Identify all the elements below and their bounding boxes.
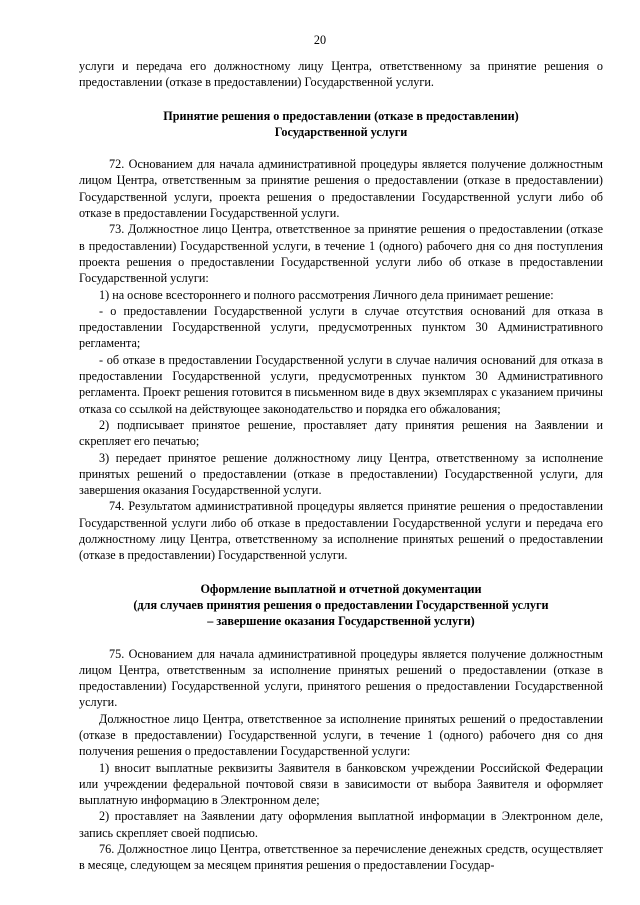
paragraph-73-item-3: 3) передает принятое решение должностному лицу Центра, ответственному за исполнение принятых решений о предоставлении (отказе в предоставлении) Государственной услуги, для завершения оказания Государственной услуги. <box>79 450 603 498</box>
paragraph-75-item-2: 2) проставляет на Заявлении дату оформления выплатной информации в Электронном деле, запись скрепляет своей подписью. <box>79 809 603 840</box>
section-heading-payment <box>79 581 603 630</box>
heading-line: Принятие решения о предоставлении (отказе в предоставлении) <box>163 108 519 123</box>
document-body <box>79 58 603 874</box>
paragraph-74: 74. Результатом административной процедуры является принятие решения о предоставлении Государственной услуги либо об отказе в предоставлении Государственной услуги и передача его должностному лицу Центра, ответственному за исполнение принятых решений о предоставлении (отказе в предоставлении) Государственной услуги. <box>79 499 603 563</box>
paragraph-73-item-1a: - о предоставлении Государственной услуги в случае отсутствия оснований для отказа в предоставлении Государственной услуги, предусмотренных пунктом 30 Административного регламента; <box>79 303 603 351</box>
paragraph-75-item-1: 1) вносит выплатные реквизиты Заявителя в банковском учреждении Российской Федерации или учреждении федеральной почтовой связи в зависимости от выбора Заявителя и оформляет выплатную информацию в Электронном деле; <box>79 760 603 808</box>
heading-line: – завершение оказания Государственной услуги) <box>207 614 475 629</box>
paragraph-73-item-1b: - об отказе в предоставлении Государственной услуги в случае наличия оснований для отказа в предоставлении Государственной услуги, предусмотренных пунктом 30 Административного регламента. Проект решения готовится в письменном виде в двух экземплярах с указанием причины отказа со ссылкой на действующее законодательство и порядка его обжалования; <box>79 352 603 416</box>
section-heading-decision <box>79 108 603 141</box>
paragraph-75: 75. Основанием для начала административной процедуры является получение должностным лицом Центра, ответственным за исполнение принятых решений о предоставлении (отказе в предоставлении) Государственной услуги, принятого решения о предоставлении Государственной услуги. <box>79 646 603 710</box>
heading-line: (для случаев принятия решения о предоставлении Государственной услуги <box>133 597 549 612</box>
heading-line: Государственной услуги <box>274 124 408 139</box>
paragraph-73-item-2: 2) подписывает принятое решение, проставляет дату принятия решения на Заявлении и скрепляет его печатью; <box>79 417 603 449</box>
heading-line: Оформление выплатной и отчетной документации <box>200 581 482 596</box>
paragraph-73-item-1: 1) на основе всестороннего и полного рассмотрения Личного дела принимает решение: <box>99 287 554 302</box>
paragraph-72: 72. Основанием для начала административной процедуры является получение должностным лицом Центра, ответственным за принятие решения о предоставлении (отказе в предоставлении) Государственной услуги, проекта решения о предоставлении Государственной услуги либо об отказе в предоставлении Государственной услуги. <box>79 157 603 221</box>
paragraph-75-b: Должностное лицо Центра, ответственное за исполнение принятых решений о предоставлении (отказе в предоставлении) Государственной услуги, в течение 1 (одного) рабочего дня со дня получения решения о предоставлении Государственной услуги: <box>79 711 603 759</box>
paragraph-76: 76. Должностное лицо Центра, ответственное за перечисление денежных средств, осуществляет в месяце, следующем за месяцем принятия решения о предоставлении Государ- <box>79 842 603 873</box>
page-number: 20 <box>313 33 327 47</box>
paragraph-73: 73. Должностное лицо Центра, ответственное за принятие решения о предоставлении (отказе в предоставлении) Государственной услуги, в течение 1 (одного) рабочего дня со дня поступления проекта решения о предоставлении Государственной услуги либо об отказе в предоставлении Государственной услуги: <box>79 222 603 286</box>
paragraph-continuation: услуги и передача его должностному лицу Центра, ответственному за принятие решения о предоставлении (отказе в предоставлении) Государственной услуги. <box>79 59 603 90</box>
